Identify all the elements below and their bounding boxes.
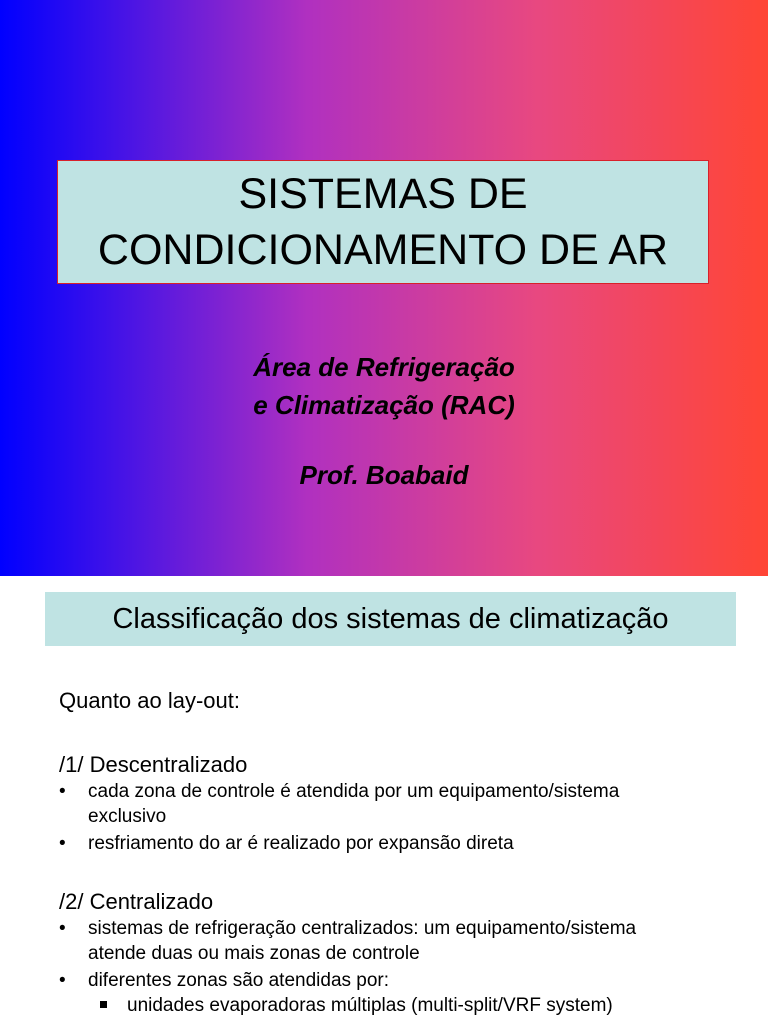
section-2-title: /2/ Centralizado [59,889,214,914]
list-item: cada zona de controle é atendida por um equipamento/sistema exclusivo [88,781,620,827]
list-item: resfriamento do ar é realizado por expansão direta [88,833,514,854]
subtitle-line-2: e Climatização (RAC) [253,390,515,420]
author: Prof. Boabaid [299,460,469,490]
bullet-marker: • [59,781,66,802]
list-item: sistemas de refrigeração centralizados: um equipamento/sistema atende duas ou mais zonas de controle [88,918,637,964]
subtitle-line-1: Área de Refrigeração [253,352,515,382]
sub-list-item: unidades evaporadoras múltiplas (multi-split/VRF system) [127,995,613,1016]
title-box [57,160,709,284]
square-bullet-icon [100,1001,107,1008]
slide-heading: Classificação dos sistemas de climatização [45,592,736,646]
bullet-marker: • [59,918,66,939]
list-item: diferentes zonas são atendidas por: [88,970,390,991]
section-1-title: /1/ Descentralizado [59,752,248,777]
bullet-marker: • [59,970,66,991]
classification-slide [0,576,768,1024]
title-line-2: CONDICIONAMENTO DE AR [97,226,669,274]
intro-text: Quanto ao lay-out: [59,688,241,713]
title-line-1: SISTEMAS DE [238,170,528,218]
bullet-marker: • [59,833,66,854]
